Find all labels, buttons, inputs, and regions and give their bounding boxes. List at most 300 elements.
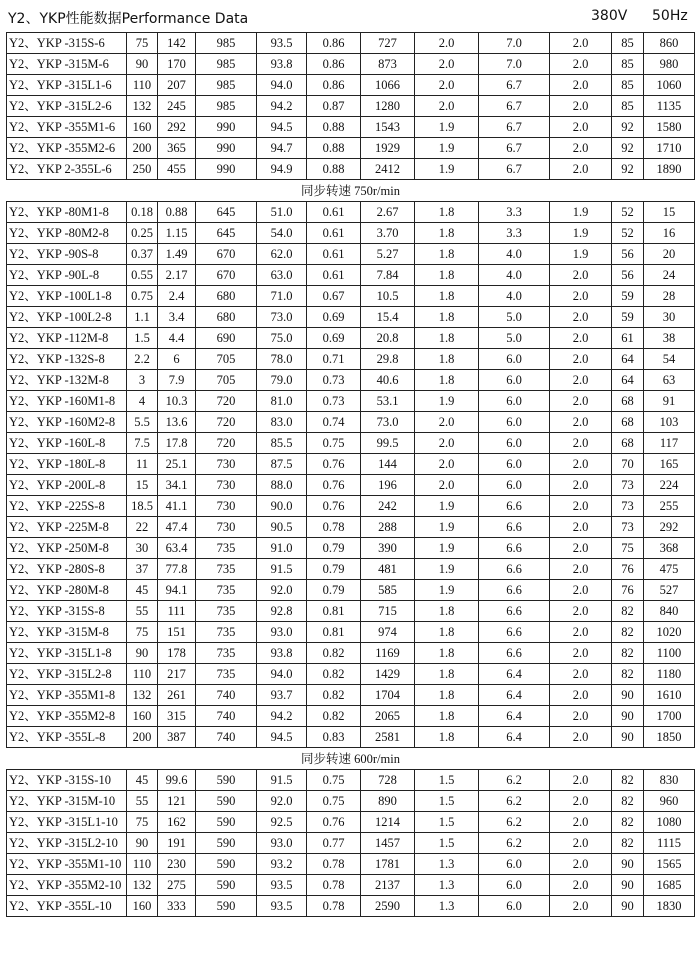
table-cell: 45 xyxy=(127,580,158,601)
table-cell: 1.3 xyxy=(415,854,479,875)
table-cell: 82 xyxy=(612,643,644,664)
table-cell: 645 xyxy=(196,202,257,223)
table-cell: 41.1 xyxy=(158,496,196,517)
table-cell: 15.4 xyxy=(361,307,415,328)
section-heading: 同步转速 750r/min xyxy=(7,180,695,202)
table-row xyxy=(7,286,695,307)
model-cell: Y2、YKP -160M1-8 xyxy=(7,391,127,412)
table-cell: 261 xyxy=(158,685,196,706)
table-cell: 132 xyxy=(127,875,158,896)
model-cell: Y2、YKP -250M-8 xyxy=(7,538,127,559)
table-cell: 93.5 xyxy=(257,875,307,896)
table-cell: 4.4 xyxy=(158,328,196,349)
table-cell: 1.5 xyxy=(415,791,479,812)
table-cell: 2.0 xyxy=(415,96,479,117)
table-cell: 5.0 xyxy=(479,328,550,349)
table-cell: 196 xyxy=(361,475,415,496)
table-cell: 81.0 xyxy=(257,391,307,412)
table-cell: 132 xyxy=(127,96,158,117)
model-cell: Y2、YKP -90L-8 xyxy=(7,265,127,286)
table-cell: 1080 xyxy=(644,812,695,833)
table-cell: 990 xyxy=(196,138,257,159)
table-cell: 1929 xyxy=(361,138,415,159)
table-cell: 99.6 xyxy=(158,770,196,791)
table-cell: 720 xyxy=(196,391,257,412)
model-cell: Y2、YKP -315M-8 xyxy=(7,622,127,643)
table-cell: 980 xyxy=(644,54,695,75)
table-cell: 94.7 xyxy=(257,138,307,159)
table-cell: 292 xyxy=(158,117,196,138)
table-cell: 1180 xyxy=(644,664,695,685)
table-cell: 0.69 xyxy=(307,307,361,328)
table-cell: 2.0 xyxy=(550,307,612,328)
table-cell: 7.5 xyxy=(127,433,158,454)
model-cell: Y2、YKP -315S-6 xyxy=(7,33,127,54)
table-cell: 121 xyxy=(158,791,196,812)
table-cell: 68 xyxy=(612,391,644,412)
table-cell: 90 xyxy=(612,706,644,727)
table-cell: 740 xyxy=(196,685,257,706)
table-cell: 585 xyxy=(361,580,415,601)
table-cell: 292 xyxy=(644,517,695,538)
table-cell: 0.86 xyxy=(307,33,361,54)
table-cell: 132 xyxy=(127,685,158,706)
table-cell: 985 xyxy=(196,75,257,96)
table-cell: 1.5 xyxy=(415,770,479,791)
table-cell: 6.0 xyxy=(479,896,550,917)
table-cell: 6.6 xyxy=(479,559,550,580)
table-cell: 230 xyxy=(158,854,196,875)
table-cell: 93.5 xyxy=(257,33,307,54)
model-cell: Y2、YKP -225S-8 xyxy=(7,496,127,517)
table-row xyxy=(7,812,695,833)
table-cell: 2.0 xyxy=(550,349,612,370)
table-cell: 4 xyxy=(127,391,158,412)
table-cell: 1.9 xyxy=(415,117,479,138)
table-cell: 0.37 xyxy=(127,244,158,265)
table-cell: 1.3 xyxy=(415,875,479,896)
table-cell: 6.6 xyxy=(479,496,550,517)
table-cell: 90.0 xyxy=(257,496,307,517)
table-cell: 680 xyxy=(196,307,257,328)
table-cell: 4.0 xyxy=(479,265,550,286)
table-row xyxy=(7,391,695,412)
table-cell: 481 xyxy=(361,559,415,580)
table-cell: 590 xyxy=(196,875,257,896)
table-cell: 94.0 xyxy=(257,664,307,685)
table-cell: 78.0 xyxy=(257,349,307,370)
table-cell: 3.70 xyxy=(361,223,415,244)
table-cell: 94.2 xyxy=(257,96,307,117)
table-cell: 1169 xyxy=(361,643,415,664)
table-cell: 735 xyxy=(196,622,257,643)
table-cell: 0.71 xyxy=(307,349,361,370)
table-cell: 88.0 xyxy=(257,475,307,496)
table-cell: 2.0 xyxy=(550,770,612,791)
table-cell: 1543 xyxy=(361,117,415,138)
table-cell: 2.0 xyxy=(550,622,612,643)
model-cell: Y2、YKP -315L2-8 xyxy=(7,664,127,685)
table-cell: 2.0 xyxy=(550,538,612,559)
table-cell: 6.4 xyxy=(479,706,550,727)
model-cell: Y2、YKP -355M2-6 xyxy=(7,138,127,159)
table-cell: 6.2 xyxy=(479,791,550,812)
table-cell: 75.0 xyxy=(257,328,307,349)
model-cell: Y2、YKP -355M2-8 xyxy=(7,706,127,727)
table-cell: 0.73 xyxy=(307,391,361,412)
table-cell: 2.0 xyxy=(415,75,479,96)
table-cell: 830 xyxy=(644,770,695,791)
table-cell: 705 xyxy=(196,349,257,370)
table-cell: 245 xyxy=(158,96,196,117)
model-cell: Y2、YKP -355M2-10 xyxy=(7,875,127,896)
table-cell: 1.9 xyxy=(415,391,479,412)
table-cell: 18.5 xyxy=(127,496,158,517)
table-cell: 85 xyxy=(612,54,644,75)
table-cell: 7.0 xyxy=(479,54,550,75)
table-cell: 94.5 xyxy=(257,727,307,748)
table-cell: 2412 xyxy=(361,159,415,180)
table-cell: 735 xyxy=(196,580,257,601)
model-cell: Y2、YKP -315L2-10 xyxy=(7,833,127,854)
table-cell: 5.0 xyxy=(479,307,550,328)
table-cell: 0.88 xyxy=(307,159,361,180)
table-cell: 76 xyxy=(612,559,644,580)
table-cell: 34.1 xyxy=(158,475,196,496)
model-cell: Y2、YKP -200L-8 xyxy=(7,475,127,496)
table-cell: 2.0 xyxy=(550,286,612,307)
table-cell: 92.0 xyxy=(257,580,307,601)
table-cell: 1066 xyxy=(361,75,415,96)
table-row xyxy=(7,454,695,475)
table-cell: 1.15 xyxy=(158,223,196,244)
table-cell: 63.4 xyxy=(158,538,196,559)
table-cell: 1.8 xyxy=(415,664,479,685)
table-cell: 670 xyxy=(196,244,257,265)
table-row xyxy=(7,601,695,622)
table-cell: 0.82 xyxy=(307,664,361,685)
table-cell: 24 xyxy=(644,265,695,286)
table-cell: 333 xyxy=(158,896,196,917)
table-cell: 2.0 xyxy=(550,117,612,138)
model-cell: Y2、YKP -355M1-10 xyxy=(7,854,127,875)
model-cell: Y2、YKP -315L2-6 xyxy=(7,96,127,117)
table-cell: 52 xyxy=(612,223,644,244)
table-row xyxy=(7,412,695,433)
table-cell: 1.49 xyxy=(158,244,196,265)
model-cell: Y2、YKP -112M-8 xyxy=(7,328,127,349)
table-cell: 75 xyxy=(127,33,158,54)
table-cell: 110 xyxy=(127,664,158,685)
table-cell: 200 xyxy=(127,138,158,159)
model-cell: Y2、YKP -355L-8 xyxy=(7,727,127,748)
table-cell: 90 xyxy=(612,875,644,896)
table-cell: 735 xyxy=(196,559,257,580)
table-cell: 90 xyxy=(127,54,158,75)
table-cell: 2.0 xyxy=(550,33,612,54)
table-cell: 1457 xyxy=(361,833,415,854)
table-cell: 82 xyxy=(612,812,644,833)
table-cell: 2.0 xyxy=(550,75,612,96)
table-cell: 73.0 xyxy=(257,307,307,328)
model-cell: Y2、YKP -315S-8 xyxy=(7,601,127,622)
table-cell: 93.0 xyxy=(257,833,307,854)
table-cell: 76 xyxy=(612,580,644,601)
table-cell: 2.0 xyxy=(550,370,612,391)
table-cell: 1.9 xyxy=(415,580,479,601)
table-cell: 2.0 xyxy=(415,454,479,475)
table-cell: 0.79 xyxy=(307,559,361,580)
table-cell: 5.27 xyxy=(361,244,415,265)
table-cell: 4.0 xyxy=(479,244,550,265)
table-cell: 165 xyxy=(644,454,695,475)
table-cell: 2.0 xyxy=(550,875,612,896)
table-cell: 93.2 xyxy=(257,854,307,875)
table-row xyxy=(7,223,695,244)
table-cell: 960 xyxy=(644,791,695,812)
table-cell: 68 xyxy=(612,433,644,454)
table-row xyxy=(7,685,695,706)
table-cell: 990 xyxy=(196,117,257,138)
table-cell: 2.0 xyxy=(415,54,479,75)
table-cell: 2.67 xyxy=(361,202,415,223)
table-cell: 0.18 xyxy=(127,202,158,223)
table-cell: 6.0 xyxy=(479,349,550,370)
table-cell: 275 xyxy=(158,875,196,896)
table-cell: 6.7 xyxy=(479,159,550,180)
table-cell: 2.0 xyxy=(415,433,479,454)
table-cell: 2.0 xyxy=(550,412,612,433)
table-cell: 0.78 xyxy=(307,854,361,875)
table-cell: 680 xyxy=(196,286,257,307)
table-cell: 0.82 xyxy=(307,685,361,706)
table-cell: 91 xyxy=(644,391,695,412)
model-cell: Y2、YKP -315M-6 xyxy=(7,54,127,75)
table-cell: 82 xyxy=(612,664,644,685)
table-cell: 2.0 xyxy=(550,391,612,412)
table-cell: 200 xyxy=(127,727,158,748)
table-cell: 2.0 xyxy=(550,54,612,75)
table-row xyxy=(7,349,695,370)
table-cell: 7.84 xyxy=(361,265,415,286)
section-heading: 同步转速 600r/min xyxy=(7,748,695,770)
table-cell: 2.0 xyxy=(550,496,612,517)
table-cell: 90 xyxy=(612,727,644,748)
table-cell: 99.5 xyxy=(361,433,415,454)
table-cell: 52 xyxy=(612,202,644,223)
table-cell: 93.0 xyxy=(257,622,307,643)
table-cell: 985 xyxy=(196,33,257,54)
table-row xyxy=(7,538,695,559)
table-cell: 40.6 xyxy=(361,370,415,391)
table-cell: 85 xyxy=(612,75,644,96)
table-cell: 71.0 xyxy=(257,286,307,307)
table-cell: 6 xyxy=(158,349,196,370)
table-cell: 1685 xyxy=(644,875,695,896)
table-cell: 1.1 xyxy=(127,307,158,328)
table-cell: 92.0 xyxy=(257,791,307,812)
table-cell: 82 xyxy=(612,791,644,812)
table-cell: 55 xyxy=(127,791,158,812)
table-cell: 645 xyxy=(196,223,257,244)
table-cell: 2137 xyxy=(361,875,415,896)
table-cell: 6.6 xyxy=(479,601,550,622)
model-cell: Y2、YKP -315L1-6 xyxy=(7,75,127,96)
table-cell: 170 xyxy=(158,54,196,75)
table-cell: 2.0 xyxy=(550,454,612,475)
table-cell: 6.4 xyxy=(479,685,550,706)
model-cell: Y2、YKP -160L-8 xyxy=(7,433,127,454)
table-row xyxy=(7,875,695,896)
model-cell: Y2、YKP -315L1-10 xyxy=(7,812,127,833)
table-cell: 85 xyxy=(612,33,644,54)
table-cell: 2.0 xyxy=(550,854,612,875)
table-row xyxy=(7,159,695,180)
table-cell: 0.81 xyxy=(307,601,361,622)
table-cell: 860 xyxy=(644,33,695,54)
table-cell: 0.61 xyxy=(307,223,361,244)
table-cell: 0.82 xyxy=(307,706,361,727)
table-cell: 224 xyxy=(644,475,695,496)
table-cell: 7.9 xyxy=(158,370,196,391)
table-cell: 1830 xyxy=(644,896,695,917)
table-cell: 2.0 xyxy=(550,433,612,454)
table-cell: 0.75 xyxy=(307,433,361,454)
table-cell: 2.0 xyxy=(550,475,612,496)
table-cell: 1.8 xyxy=(415,706,479,727)
table-cell: 73.0 xyxy=(361,412,415,433)
table-cell: 1.8 xyxy=(415,622,479,643)
table-cell: 15 xyxy=(644,202,695,223)
table-row xyxy=(7,854,695,875)
table-cell: 56 xyxy=(612,265,644,286)
table-cell: 29.8 xyxy=(361,349,415,370)
table-cell: 720 xyxy=(196,412,257,433)
table-cell: 1.8 xyxy=(415,202,479,223)
table-cell: 22 xyxy=(127,517,158,538)
model-cell: Y2、YKP -90S-8 xyxy=(7,244,127,265)
table-cell: 250 xyxy=(127,159,158,180)
table-cell: 92 xyxy=(612,138,644,159)
table-cell: 2.17 xyxy=(158,265,196,286)
table-cell: 75 xyxy=(612,538,644,559)
table-row xyxy=(7,496,695,517)
table-row xyxy=(7,117,695,138)
table-cell: 0.88 xyxy=(307,117,361,138)
table-cell: 61 xyxy=(612,328,644,349)
model-cell: Y2、YKP -280M-8 xyxy=(7,580,127,601)
table-cell: 103 xyxy=(644,412,695,433)
section-heading-row xyxy=(7,748,695,770)
table-cell: 92.8 xyxy=(257,601,307,622)
table-cell: 47.4 xyxy=(158,517,196,538)
table-cell: 0.61 xyxy=(307,244,361,265)
table-cell: 16 xyxy=(644,223,695,244)
table-cell: 0.74 xyxy=(307,412,361,433)
table-cell: 79.0 xyxy=(257,370,307,391)
table-cell: 160 xyxy=(127,117,158,138)
table-cell: 690 xyxy=(196,328,257,349)
table-cell: 0.78 xyxy=(307,517,361,538)
model-cell: Y2、YKP -132M-8 xyxy=(7,370,127,391)
frequency-label: 50Hz xyxy=(652,8,688,24)
table-cell: 142 xyxy=(158,33,196,54)
table-cell: 2.0 xyxy=(550,580,612,601)
table-cell: 730 xyxy=(196,454,257,475)
table-cell: 727 xyxy=(361,33,415,54)
table-cell: 1.9 xyxy=(415,538,479,559)
table-cell: 1.9 xyxy=(415,159,479,180)
table-cell: 590 xyxy=(196,833,257,854)
table-cell: 82 xyxy=(612,622,644,643)
model-cell: Y2、YKP -355L-10 xyxy=(7,896,127,917)
table-cell: 0.75 xyxy=(307,791,361,812)
table-cell: 90 xyxy=(612,854,644,875)
table-cell: 0.61 xyxy=(307,265,361,286)
table-cell: 10.5 xyxy=(361,286,415,307)
table-cell: 1.9 xyxy=(415,559,479,580)
table-row xyxy=(7,833,695,854)
table-cell: 873 xyxy=(361,54,415,75)
table-cell: 6.0 xyxy=(479,412,550,433)
table-cell: 0.61 xyxy=(307,202,361,223)
table-cell: 0.77 xyxy=(307,833,361,854)
table-cell: 1.8 xyxy=(415,328,479,349)
table-cell: 1850 xyxy=(644,727,695,748)
table-row xyxy=(7,475,695,496)
table-cell: 1060 xyxy=(644,75,695,96)
section-heading-row xyxy=(7,180,695,202)
table-row xyxy=(7,328,695,349)
table-row xyxy=(7,54,695,75)
table-row xyxy=(7,138,695,159)
table-cell: 5.5 xyxy=(127,412,158,433)
table-row xyxy=(7,727,695,748)
table-cell: 1429 xyxy=(361,664,415,685)
table-cell: 191 xyxy=(158,833,196,854)
model-cell: Y2、YKP -225M-8 xyxy=(7,517,127,538)
table-cell: 740 xyxy=(196,706,257,727)
table-cell: 0.69 xyxy=(307,328,361,349)
table-cell: 110 xyxy=(127,854,158,875)
table-cell: 85.5 xyxy=(257,433,307,454)
table-cell: 54.0 xyxy=(257,223,307,244)
table-cell: 94.9 xyxy=(257,159,307,180)
table-cell: 590 xyxy=(196,854,257,875)
table-cell: 1.8 xyxy=(415,370,479,391)
table-cell: 13.6 xyxy=(158,412,196,433)
table-cell: 368 xyxy=(644,538,695,559)
table-cell: 2.0 xyxy=(415,33,479,54)
table-cell: 890 xyxy=(361,791,415,812)
table-cell: 3.3 xyxy=(479,202,550,223)
table-cell: 151 xyxy=(158,622,196,643)
table-cell: 54 xyxy=(644,349,695,370)
table-cell: 0.86 xyxy=(307,75,361,96)
table-cell: 2.2 xyxy=(127,349,158,370)
table-cell: 51.0 xyxy=(257,202,307,223)
model-cell: Y2、YKP -80M2-8 xyxy=(7,223,127,244)
model-cell: Y2、YKP -80M1-8 xyxy=(7,202,127,223)
table-cell: 217 xyxy=(158,664,196,685)
table-cell: 2.0 xyxy=(415,475,479,496)
table-cell: 93.8 xyxy=(257,643,307,664)
table-cell: 73 xyxy=(612,517,644,538)
table-cell: 1.8 xyxy=(415,685,479,706)
table-row xyxy=(7,580,695,601)
table-cell: 6.0 xyxy=(479,475,550,496)
table-cell: 6.0 xyxy=(479,391,550,412)
